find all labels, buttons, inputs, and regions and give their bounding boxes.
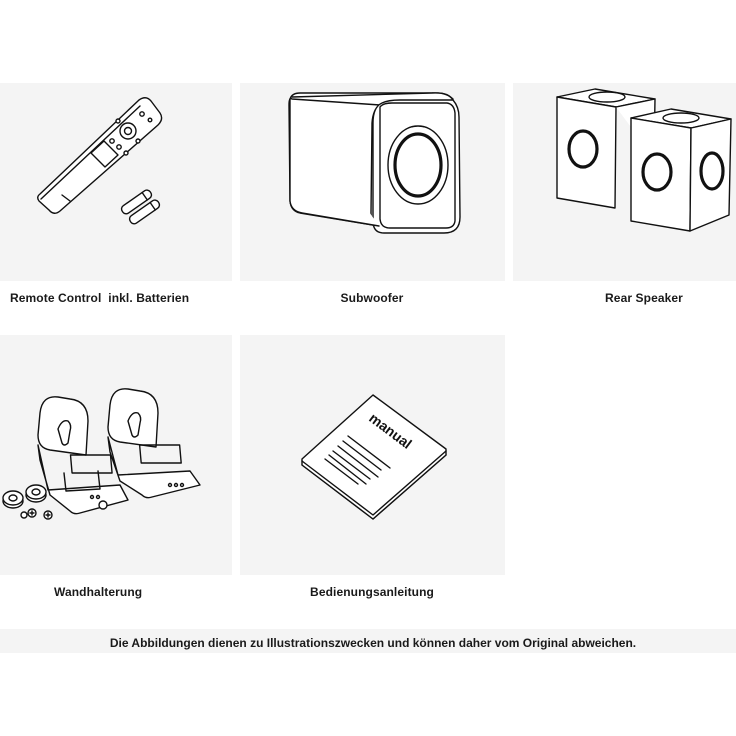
rear-speakers-icon: [513, 83, 736, 281]
tile-subwoofer: [240, 83, 505, 281]
rear-speaker-label: Rear Speaker: [605, 291, 683, 305]
remote-control-label: Remote Control inkl. Batterien: [10, 291, 190, 305]
remote-control-with-batteries-icon: [0, 83, 232, 281]
manual-label: Bedienungsanleitung: [310, 585, 434, 599]
tile-rear-speaker: [513, 83, 736, 281]
tile-manual: [240, 335, 505, 575]
disclaimer-text: Die Abbildungen dienen zu Illustrationszwecken und können daher vom Original abweichen.: [109, 636, 637, 650]
tile-wall-mount: [0, 335, 232, 575]
wall-mount-brackets-icon: [0, 335, 232, 575]
subwoofer-icon: [240, 83, 505, 281]
wall-mount-label: Wandhalterung: [54, 585, 143, 599]
user-manual-icon: [240, 335, 505, 575]
subwoofer-label: Subwoofer: [340, 291, 404, 305]
manual-cover-text: manual: [366, 409, 415, 452]
tile-remote-control: [0, 83, 232, 281]
